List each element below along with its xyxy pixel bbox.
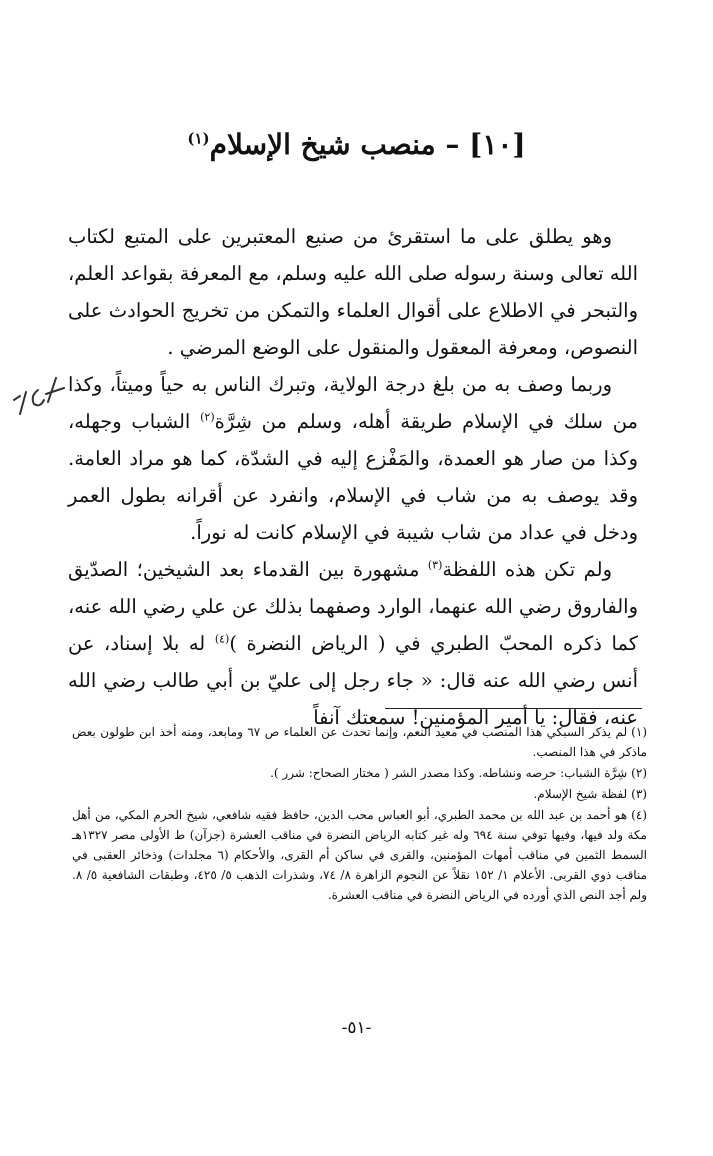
paragraph-text: وهو يطلق على ما استقرئ من صنيع المعتبرين على المتبع لكتاب الله تعالى وسنة رسوله صلى الله عليه وسلم، مع المعرفة بقواعد العلم، والتبحر في الاطلاع على أقوال العلماء والتمكن من تخريج الحوادث على النصوص، ومعرفة المعقول والمنقول على الوضع المرضي . (68, 225, 638, 359)
main-text (68, 218, 638, 736)
footnotes (72, 722, 647, 906)
footnote-number: (٢) (631, 766, 647, 780)
paragraph-text: ولم تكن هذه اللفظة (442, 558, 612, 581)
footnote-number: (٤) (631, 808, 647, 822)
footnote-text: لفظة شيخ الإسلام. (533, 787, 628, 801)
footnote (72, 805, 647, 905)
paragraph-text: الشباب وجهله، وكذا من صار هو العمدة، والمَفْزع إليه في الشدّة، كما هو مراد العامة. وقد يوصف به من شاب في الإسلام، وانفرد عن أقرانه بطول العمر ودخل في عداد من شاب شيبة في الإسلام كانت له نوراً. (68, 410, 638, 544)
footnote-text: شِرَّة الشباب: حرصه ونشاطه. وكذا مصدر الشر ( مختار الصحاح: شرر ). (270, 766, 628, 780)
footnote-number: (١) (631, 725, 647, 739)
footnote-text: هو أحمد بن عبد الله بن محمد الطبري، أبو العباس محب الدين، حافظ فقيه شافعي، شيخ الحرم المكي، من أهل مكة ولد فيها، وفيها توفي سنة ٦٩٤ وله غير كتابه الرياض النضرة في مناقب العشرة (جزآن) ط الأولى مصر ١٣٢٧هـ السمط الثمين في مناقب أمهات المؤمنين، والقرى في ساكن أم القرى، والأحكام (٦ مجلدات) وذخائر العقبى في مناقب ذوي القربى. الأعلام ١/ ١٥٢ نقلاً عن النجوم الزاهرة ٨/ ٧٤، وشذرات الذهب ٥/ ٤٢٥، وطبقات الشافعية ٥/ ٨. ولم أجد النص الذي أورده في الرياض النضرة في مناقب العشرة. (72, 808, 648, 902)
page-number: -٥١- (341, 1018, 372, 1038)
paragraph-text: مشهورة بين القدماء بعد الشيخين؛ الصدّيق والفاروق رضي الله عنهما، الوارد وصفهما بذلك عن علي رضي الله عنه، كما ذكره المحبّ الطبري في ( الرياض النضرة ) (68, 558, 638, 655)
chapter-title-text: [١٠] – منصب شيخ الإسلام (209, 128, 526, 161)
footnote (72, 784, 647, 804)
paragraph-text: وربما وصف به من بلغ درجة الولاية، وتبرك الناس به حياً وميتاً، وكذا من سلك في الإسلام طريقة أهله، وسلم من شِرَّة (68, 373, 639, 433)
footnote-number: (٣) (631, 787, 647, 801)
footnote (72, 722, 647, 762)
footnote-ref: (٢) (200, 410, 215, 424)
footnote-separator (385, 708, 642, 709)
footnote (72, 763, 647, 783)
handwritten-margin-note (8, 372, 68, 422)
footnote-text: لم يذكر السبكي هذا المنصب في معيد النعم، وإنما تحدث عن العلماء ص ٦٧ ومابعد، ومنه أخذ ابن طولون بعض ماذكر في هذا المنصب. (72, 725, 647, 759)
paragraph (68, 218, 638, 366)
footnote-ref: (٤) (214, 632, 230, 646)
footnote-ref: (٣) (427, 558, 443, 572)
chapter-title (0, 125, 713, 165)
title-footnote-ref: (١) (187, 129, 210, 148)
paragraph (68, 366, 638, 551)
paragraph-text: له بلا إسناد، عن أنس رضي الله عنه قال: « جاء رجل إلى عليّ بن أبي طالب رضي الله عنه، فقال: يا أمير المؤمنين! سمعتك آنفاً (68, 632, 638, 729)
